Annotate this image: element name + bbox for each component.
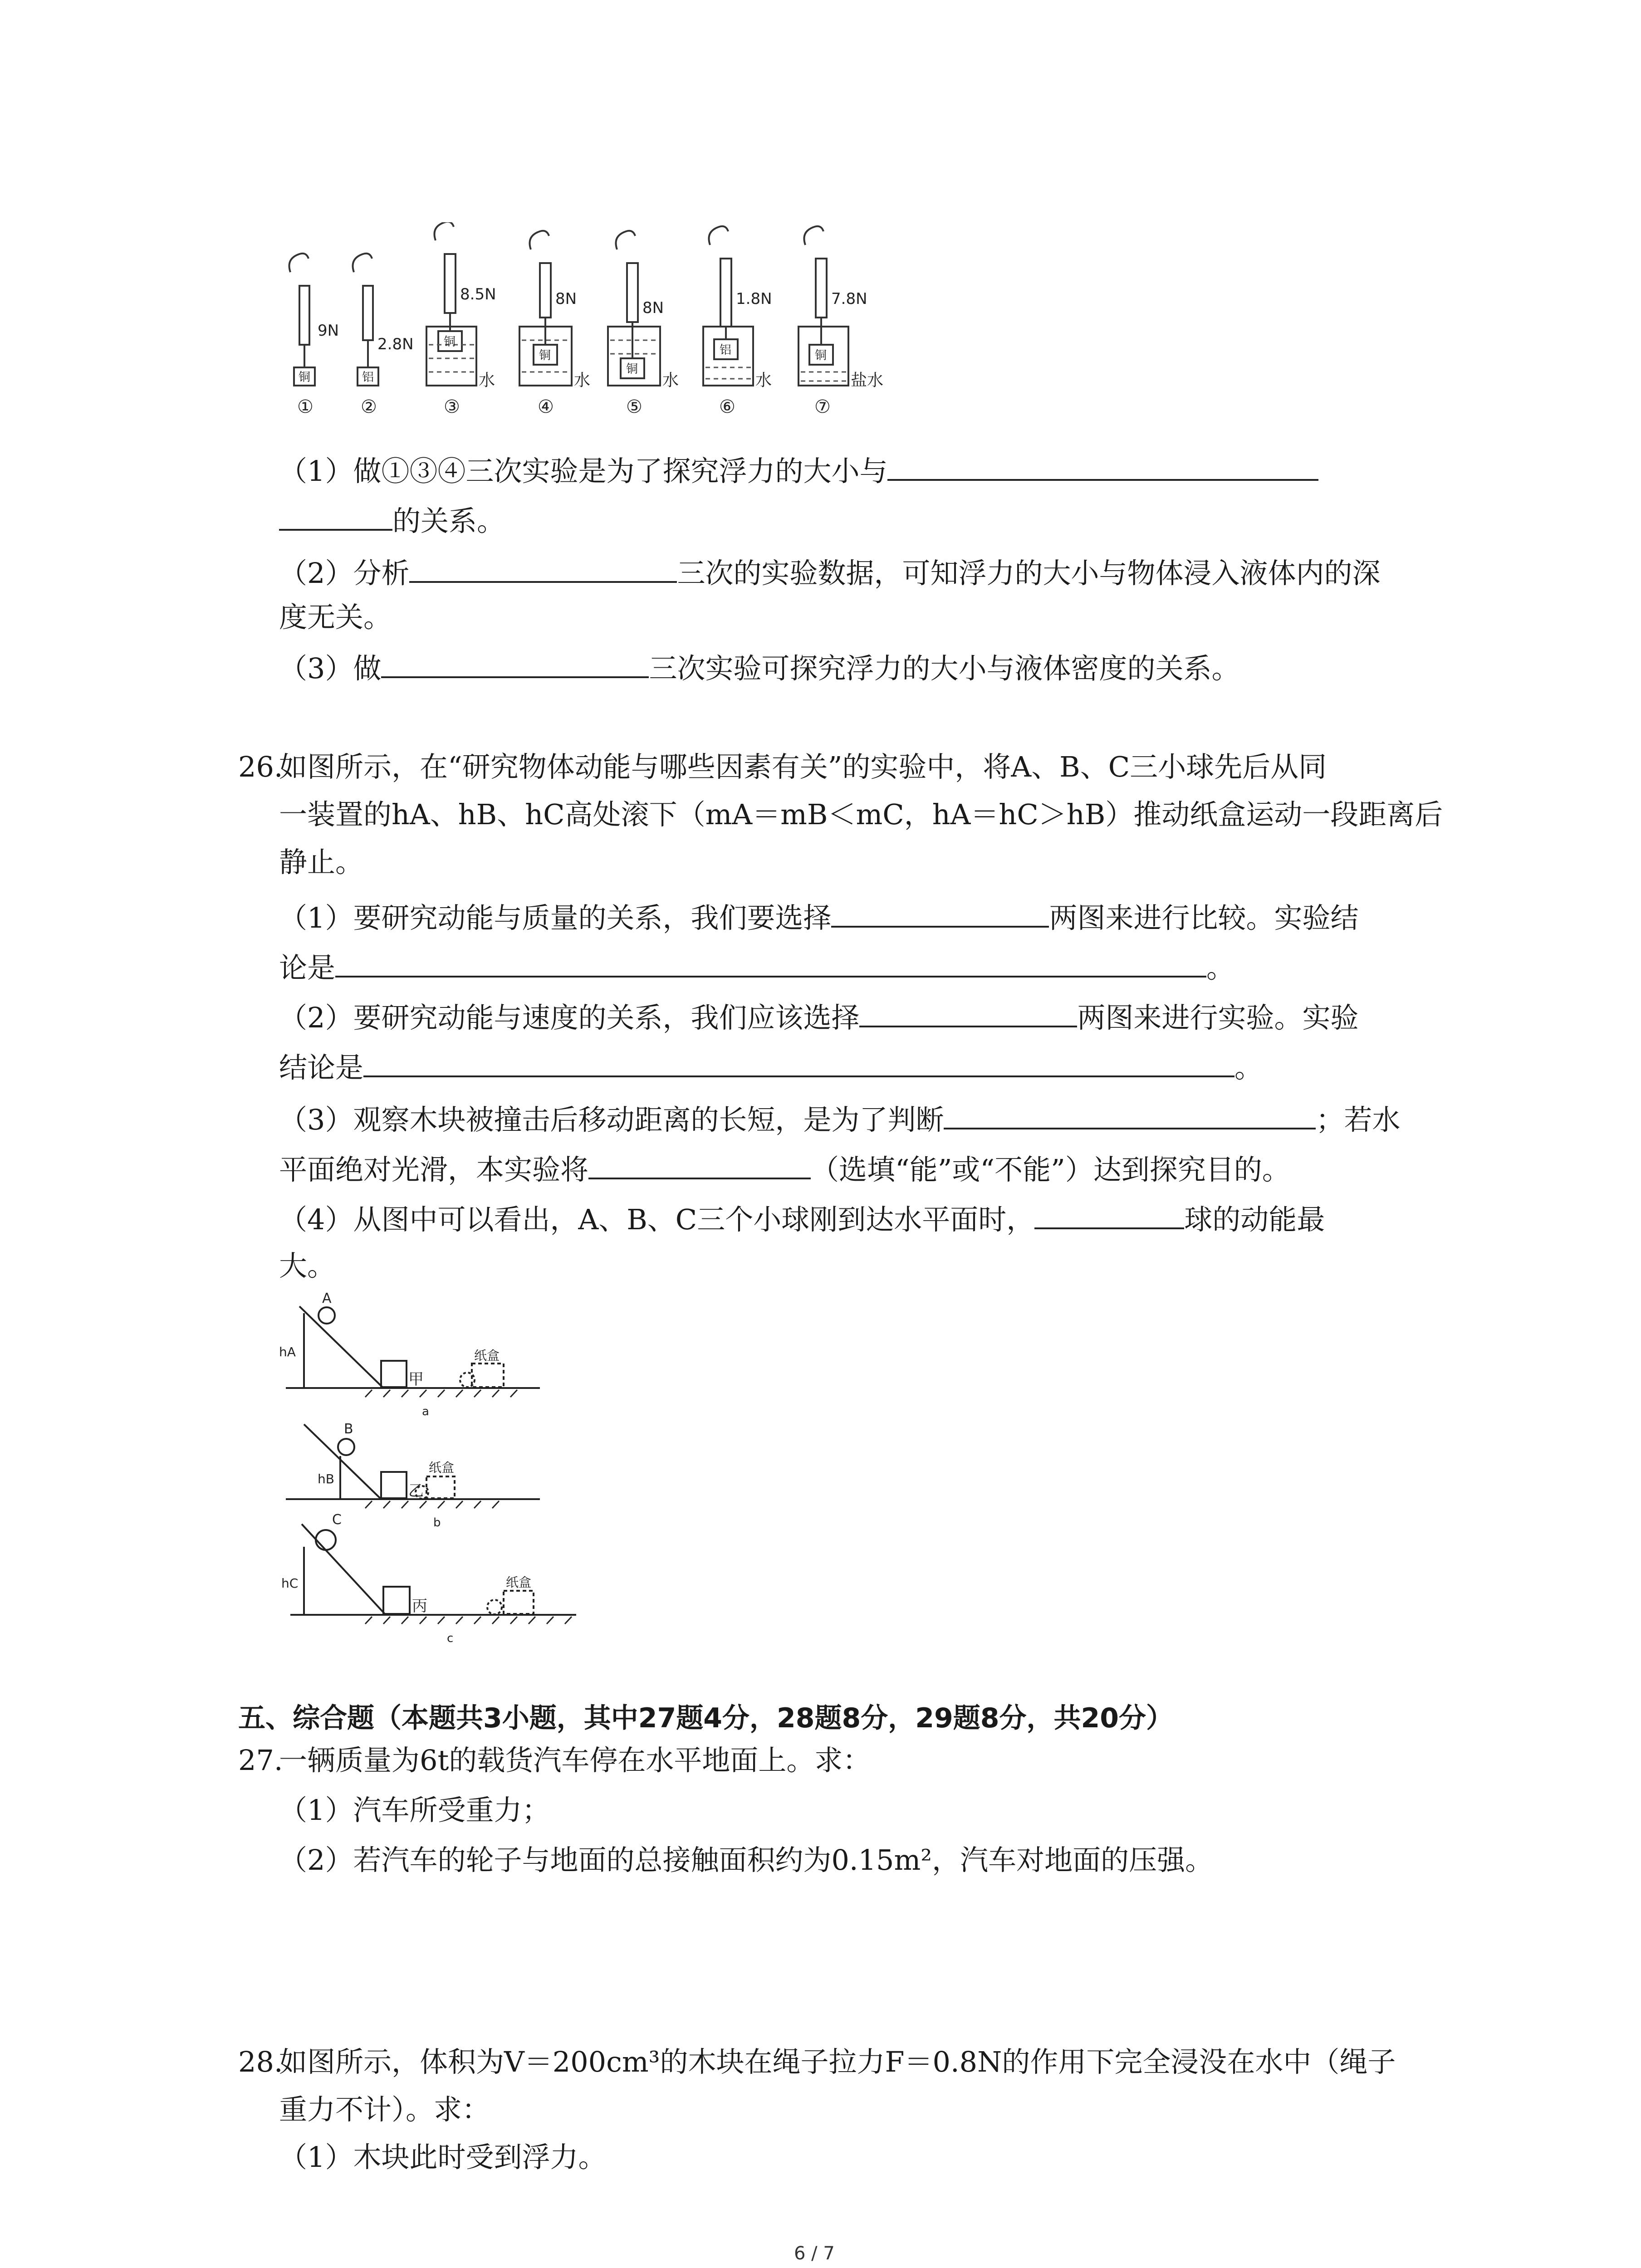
height-label-b: hB [318, 1471, 334, 1486]
block-label-6: 铝 [720, 343, 732, 357]
section-5-title: 五、综合题（本题共3小题，其中27题4分，28题8分，29题8分，共20分） [238, 1702, 1173, 1734]
ball-label-c: C [332, 1512, 342, 1528]
q27-number: 27. [238, 1744, 283, 1777]
q26-part3-cont: 平面绝对光滑，本实验将 （选填“能”或“不能”）达到探究目的。 [279, 1153, 1290, 1186]
scale-3 [426, 222, 476, 386]
scale-number-5: ⑤ [626, 396, 642, 417]
q28-stem-2: 重力不计）。求： [279, 2093, 490, 2126]
q25-part2-blank[interactable] [409, 556, 677, 583]
liquid-label-6: 水 [755, 371, 772, 390]
block-label-2: 铝 [362, 371, 374, 384]
q28-number: 28. [238, 2045, 283, 2078]
q26-stem-3: 静止。 [279, 846, 364, 879]
q25-part1-line: （1）做①③④三次实验是为了探究浮力的大小与 [279, 454, 1318, 485]
q26-part3-line: （3）观察木块被撞击后移动距离的长短，是为了判断 ；若水 [279, 1103, 1401, 1136]
q26-part2-blank[interactable] [859, 1000, 1077, 1027]
q26-part3-blank[interactable] [944, 1102, 1316, 1129]
reading-6: 1.8N [736, 290, 772, 308]
scale-number-6: ⑥ [719, 396, 735, 417]
scale-number-1: ① [297, 396, 314, 417]
q28-stem-1: 如图所示，体积为V＝200cm³的木块在绳子拉力F＝0.8N的作用下完全浸没在水中（绳子 [279, 2045, 1396, 2078]
q27-stem: 一辆质量为6t的载货汽车停在水平地面上。求： [279, 1744, 871, 1777]
q26-part2-conclusion-blank[interactable] [363, 1050, 1234, 1077]
box-label-b: 纸盒 [429, 1460, 455, 1475]
q25-part1-cont: 的关系。 [279, 503, 505, 535]
q26-number: 26. [238, 750, 283, 783]
ball-label-a: A [322, 1290, 332, 1306]
ramp-figure [272, 1284, 599, 1656]
height-label-c: hC [281, 1576, 299, 1591]
q28-part1: （1）木块此时受到浮力。 [279, 2141, 607, 2174]
caption-b: b [433, 1516, 441, 1530]
liquid-label-4: 水 [574, 371, 591, 390]
block-label-c: 丙 [412, 1597, 427, 1615]
q25-part2-line: （2）分析 三次的实验数据，可知浮力的大小与物体浸入液体内的深 [279, 557, 1381, 590]
box-label-a: 纸盒 [474, 1348, 500, 1363]
q25-part2-cont: 度无关。 [279, 601, 392, 634]
q26-part2-cont: 结论是 。 [279, 1051, 1263, 1084]
block-label-a: 甲 [408, 1370, 424, 1388]
page-number: 6 / 7 [794, 2243, 835, 2264]
q26-stem-1: 如图所示，在“研究物体动能与哪些因素有关”的实验中，将A、B、C三小球先后从同 [279, 750, 1327, 783]
q25-part1-blank[interactable] [887, 454, 1318, 481]
q27-part1: （1）汽车所受重力； [279, 1794, 550, 1827]
reading-2: 2.8N [377, 335, 414, 353]
scale-number-4: ④ [538, 396, 554, 417]
q26-part4-cont: 大。 [279, 1249, 336, 1282]
scale-number-2: ② [361, 396, 377, 417]
reading-7: 7.8N [831, 290, 867, 308]
liquid-label-7: 盐水 [851, 371, 884, 390]
block-label-3: 铜 [444, 335, 456, 349]
q26-part1-blank[interactable] [831, 900, 1049, 928]
spring-scale-figure [272, 222, 916, 440]
q25-part3-line: （3）做 三次实验可探究浮力的大小与液体密度的关系。 [279, 652, 1240, 685]
box-label-c: 纸盒 [506, 1575, 532, 1590]
reading-4: 8N [555, 290, 577, 308]
q26-part1-cont: 论是 。 [279, 951, 1235, 984]
block-label-7: 铜 [815, 349, 827, 362]
reading-1: 9N [318, 322, 339, 340]
q26-part1-line: （1）要研究动能与质量的关系，我们要选择 两图来进行比较。实验结 [279, 901, 1359, 934]
block-label-1: 铜 [299, 371, 311, 384]
scale-1 [289, 254, 315, 386]
ball-label-b: B [344, 1421, 353, 1437]
block-label-b: 乙 [408, 1482, 424, 1500]
liquid-label-5: 水 [662, 371, 679, 390]
block-label-5: 铜 [626, 362, 638, 376]
reading-3: 8.5N [460, 285, 496, 303]
caption-c: c [447, 1632, 454, 1645]
liquid-label-3: 水 [479, 371, 495, 390]
q26-stem-2: 一装置的hA、hB、hC高处滚下（mA＝mB＜mC，hA＝hC＞hB）推动纸盒运动一段距离后 [279, 798, 1443, 831]
ramp-panel-c [290, 1524, 576, 1624]
caption-a: a [422, 1405, 429, 1418]
q26-part4-line: （4）从图中可以看出，A、B、C三个小球刚到达水平面时， 球的动能最 [279, 1203, 1325, 1236]
q26-part2-line: （2）要研究动能与速度的关系，我们应该选择 两图来进行实验。实验 [279, 1001, 1359, 1034]
q27-part2: （2）若汽车的轮子与地面的总接触面积约为0.15m²，汽车对地面的压强。 [279, 1843, 1214, 1877]
block-label-4: 铜 [539, 349, 551, 362]
q26-part1-conclusion-blank[interactable] [335, 950, 1206, 978]
q26-part3-choice-blank[interactable] [588, 1152, 811, 1179]
q25-part3-blank[interactable] [381, 651, 649, 678]
q26-part4-blank[interactable] [1034, 1202, 1184, 1229]
scale-2 [353, 254, 379, 386]
scale-number-7: ⑦ [814, 396, 831, 417]
q25-part1-blank-cont[interactable] [279, 503, 392, 531]
reading-5: 8N [642, 299, 664, 317]
scale-number-3: ③ [444, 396, 460, 417]
height-label-a: hA [279, 1344, 296, 1359]
